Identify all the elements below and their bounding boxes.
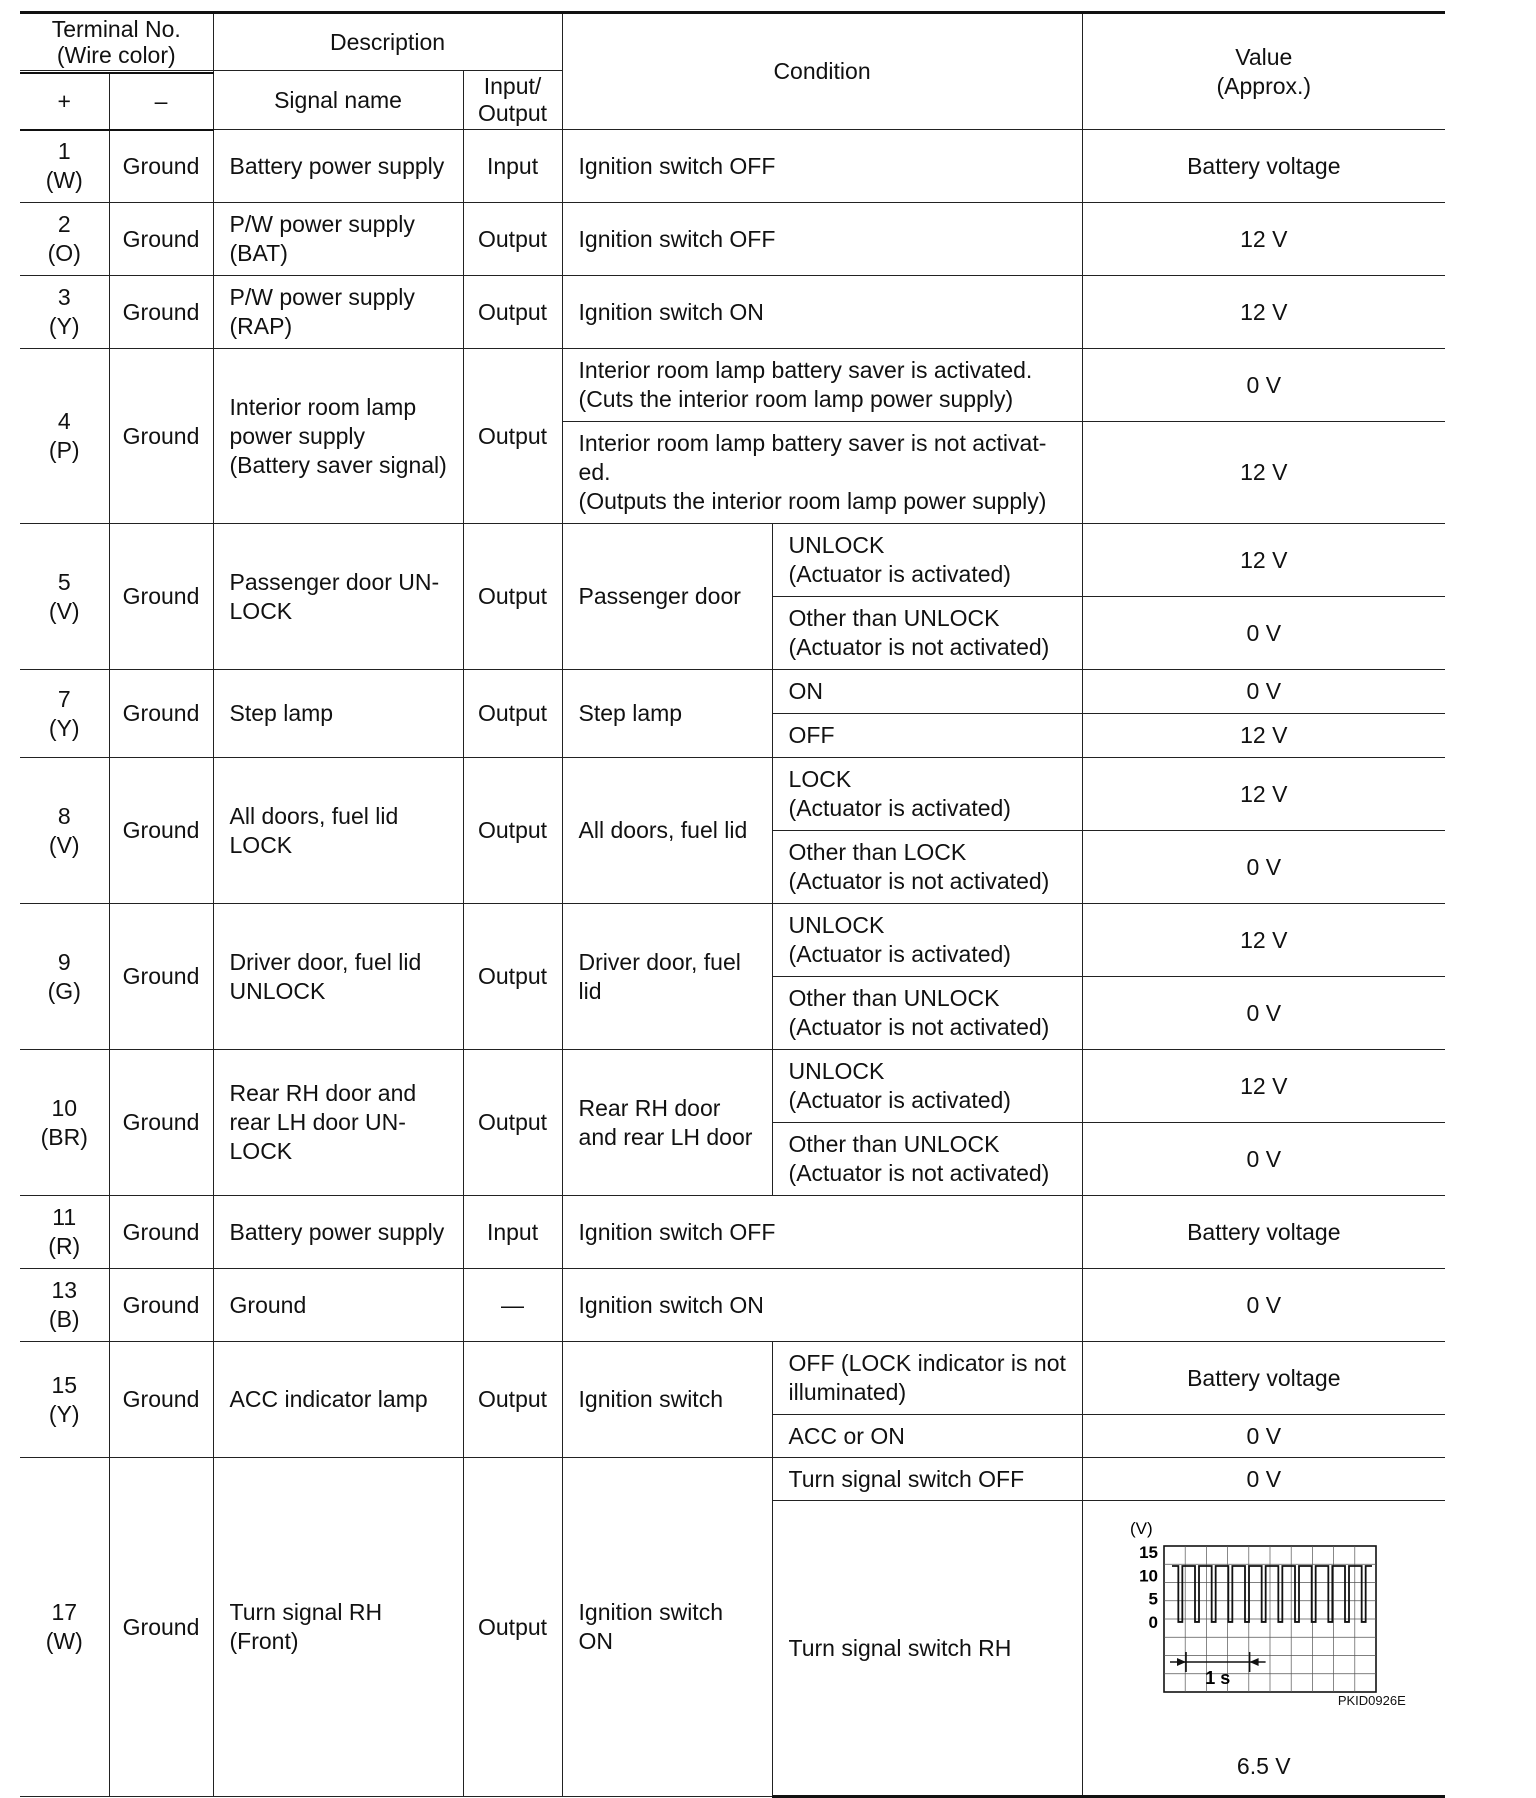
table-row xyxy=(20,524,1445,597)
sub-condition-cell xyxy=(772,1050,1082,1123)
condition-cell: Ignition switch OFF xyxy=(562,130,1082,203)
terminal-number: 17 xyxy=(51,1599,78,1625)
scale-arrow xyxy=(1177,1658,1186,1666)
value-cell: 12 V xyxy=(1082,422,1445,524)
signal-cell xyxy=(213,758,463,904)
terminal-cell xyxy=(20,130,109,203)
value-cell: 12 V xyxy=(1082,203,1445,276)
io-cell: Output xyxy=(463,1458,562,1797)
condition-cell: Ignition switch ON xyxy=(562,1269,1082,1342)
signal-cell: Ground xyxy=(213,1269,463,1342)
condition-line: Ignition switch xyxy=(578,1599,723,1625)
io-cell: Output xyxy=(463,1050,562,1196)
value-cell: 12 V xyxy=(1082,904,1445,977)
signal-cell: Battery power supply xyxy=(213,1196,463,1269)
terminal-no-label: Terminal No. xyxy=(51,16,181,42)
io-cell: Input xyxy=(463,1196,562,1269)
approx-label: (Approx.) xyxy=(1216,72,1312,99)
wire-color: (O) xyxy=(47,240,81,266)
condition-cell xyxy=(562,904,772,1050)
terminal-cell xyxy=(20,1342,109,1458)
signal-cell xyxy=(213,904,463,1050)
sub-condition-cell xyxy=(772,597,1082,670)
terminal-cell xyxy=(20,758,109,904)
signal-line: LOCK xyxy=(229,597,293,624)
sub-condition-cell: Turn signal switch RH xyxy=(772,1501,1082,1797)
condition-line: (Actuator is activated) xyxy=(788,1087,1011,1113)
time-scale-label: 1 s xyxy=(1205,1667,1231,1688)
value-cell: 0 V xyxy=(1082,831,1445,904)
io-cell: Output xyxy=(463,1342,562,1458)
wire-color: (BR) xyxy=(40,1123,88,1150)
wire-color: (V) xyxy=(48,831,80,858)
waveform-signal-trace xyxy=(1172,1565,1372,1621)
wire-color: (G) xyxy=(47,977,81,1004)
y-tick-label: 15 xyxy=(1138,1542,1158,1562)
condition-cell: Passenger door xyxy=(562,524,772,670)
signal-line: rear LH door UN- xyxy=(229,1109,406,1135)
condition-cell: Ignition switch OFF xyxy=(562,203,1082,276)
scale-arrow xyxy=(1249,1658,1258,1666)
value-header xyxy=(1082,13,1445,130)
table-row xyxy=(20,1196,1445,1269)
wire-color: (V) xyxy=(48,597,80,624)
signal-line: Rear RH door and xyxy=(229,1080,417,1106)
signal-line: P/W power supply xyxy=(229,284,415,310)
signal-cell xyxy=(213,1458,463,1797)
ground-cell: Ground xyxy=(109,349,213,524)
value-cell: 0 V xyxy=(1082,349,1445,422)
terminal-number: 13 xyxy=(51,1277,78,1303)
value-cell: 0 V xyxy=(1082,597,1445,670)
condition-line: (Actuator is not activated) xyxy=(788,1014,1050,1040)
terminal-no-header xyxy=(20,13,213,71)
wire-color: (R) xyxy=(48,1233,81,1259)
terminal-spec-table xyxy=(20,11,1445,1798)
signal-name-header: Signal name xyxy=(213,71,463,130)
plus-header: + xyxy=(20,73,109,130)
y-tick-label: 10 xyxy=(1138,1565,1158,1585)
ground-cell: Ground xyxy=(109,130,213,203)
signal-cell xyxy=(213,276,463,349)
input-output-header xyxy=(463,71,562,130)
wire-color: (W) xyxy=(45,167,83,194)
value-cell: Battery voltage xyxy=(1082,1342,1445,1415)
waveform-y-ticks xyxy=(1139,1543,1158,1632)
terminal-cell xyxy=(20,670,109,758)
io-cell: — xyxy=(463,1269,562,1342)
wire-color-label: (Wire color) xyxy=(56,42,176,68)
signal-line: Driver door, fuel lid xyxy=(229,948,422,975)
io-cell: Output xyxy=(463,203,562,276)
condition-line: UNLOCK xyxy=(788,912,885,938)
ground-cell: Ground xyxy=(109,1050,213,1196)
condition-line: (Actuator is not activated) xyxy=(788,868,1050,894)
signal-line: (BAT) xyxy=(229,240,288,266)
signal-line: (Front) xyxy=(229,1628,299,1654)
y-tick-label: 0 xyxy=(1148,1612,1158,1632)
table-row xyxy=(20,349,1445,422)
description-header: Description xyxy=(213,13,562,71)
terminal-cell xyxy=(20,203,109,276)
condition-cell: Ignition switch OFF xyxy=(562,1196,1082,1269)
condition-line: Other than UNLOCK xyxy=(788,1131,1000,1157)
signal-line: All doors, fuel lid xyxy=(229,802,399,829)
terminal-number: 15 xyxy=(51,1371,78,1398)
condition-line: (Actuator is not activated) xyxy=(788,634,1050,660)
condition-line: ON xyxy=(578,1628,614,1654)
wire-color: (Y) xyxy=(48,1400,80,1427)
terminal-cell xyxy=(20,349,109,524)
table-row xyxy=(20,670,1445,714)
condition-line: (Actuator is activated) xyxy=(788,795,1011,821)
io-cell: Output xyxy=(463,524,562,670)
table-row xyxy=(20,130,1445,203)
ground-cell: Ground xyxy=(109,758,213,904)
condition-line: illuminated) xyxy=(788,1379,907,1405)
waveform-value: 6.5 V xyxy=(1236,1752,1291,1779)
condition-cell: All doors, fuel lid xyxy=(562,758,772,904)
condition-line: OFF (LOCK indicator is not xyxy=(788,1350,1066,1376)
table-row xyxy=(20,1342,1445,1415)
y-tick-label: 5 xyxy=(1148,1589,1158,1609)
terminal-number: 2 xyxy=(57,211,71,237)
terminal-cell xyxy=(20,276,109,349)
value-cell: 12 V xyxy=(1082,276,1445,349)
condition-line: (Actuator is activated) xyxy=(788,941,1011,967)
ground-cell: Ground xyxy=(109,670,213,758)
signal-line: UNLOCK xyxy=(229,977,326,1004)
sub-condition-cell xyxy=(772,524,1082,597)
wire-color: (B) xyxy=(48,1306,80,1332)
signal-cell xyxy=(213,203,463,276)
condition-line: Other than UNLOCK xyxy=(788,605,1000,631)
condition-line: Other than UNLOCK xyxy=(788,985,1000,1011)
sub-condition-cell xyxy=(772,977,1082,1050)
condition-line: ed. xyxy=(578,459,611,485)
condition-cell xyxy=(562,1458,772,1797)
table-row xyxy=(20,276,1445,349)
condition-cell: Step lamp xyxy=(562,670,772,758)
value-cell: 0 V xyxy=(1082,977,1445,1050)
waveform-figure xyxy=(1114,1516,1414,1746)
io-cell: Output xyxy=(463,276,562,349)
value-cell: 0 V xyxy=(1082,1269,1445,1342)
wire-color: (Y) xyxy=(48,714,80,741)
turn-signal-waveform-chart xyxy=(1114,1516,1414,1716)
signal-line: LOCK xyxy=(229,1138,293,1164)
signal-line: Interior room lamp xyxy=(229,393,417,420)
condition-cell xyxy=(562,349,1082,422)
table-row xyxy=(20,1269,1445,1342)
terminal-cell xyxy=(20,524,109,670)
ground-cell: Ground xyxy=(109,1196,213,1269)
terminal-cell xyxy=(20,1196,109,1269)
signal-line: Passenger door UN- xyxy=(229,568,440,595)
io-cell: Output xyxy=(463,904,562,1050)
condition-line: Rear RH door xyxy=(578,1094,721,1121)
ground-cell: Ground xyxy=(109,203,213,276)
terminal-cell xyxy=(20,1458,109,1797)
condition-header: Condition xyxy=(562,13,1082,130)
condition-line: and rear LH door xyxy=(578,1123,753,1150)
terminal-number: 11 xyxy=(52,1204,77,1230)
minus-header: – xyxy=(109,73,213,130)
condition-line: Interior room lamp battery saver is activated. xyxy=(578,357,1033,383)
ground-cell: Ground xyxy=(109,904,213,1050)
wire-color: (Y) xyxy=(48,313,80,339)
table-row xyxy=(20,758,1445,831)
condition-line: (Actuator is activated) xyxy=(788,561,1011,587)
signal-cell: Battery power supply xyxy=(213,130,463,203)
condition-line: Other than LOCK xyxy=(788,839,967,865)
terminal-cell xyxy=(20,1269,109,1342)
condition-line: UNLOCK xyxy=(788,532,885,558)
input-output-label-2: Output xyxy=(478,100,548,126)
condition-cell xyxy=(562,1050,772,1196)
value-cell: 0 V xyxy=(1082,1123,1445,1196)
condition-line: (Cuts the interior room lamp power supply) xyxy=(578,386,1014,412)
condition-line: lid xyxy=(578,977,602,1004)
ground-cell: Ground xyxy=(109,276,213,349)
condition-line: (Actuator is not activated) xyxy=(788,1160,1050,1186)
condition-line: LOCK xyxy=(788,766,852,792)
sub-condition-cell: OFF xyxy=(772,714,1082,758)
value-cell: Battery voltage xyxy=(1082,130,1445,203)
terminal-number: 9 xyxy=(57,948,71,975)
value-label: Value xyxy=(1235,43,1293,70)
figure-code: PKID0926E xyxy=(1337,1692,1406,1708)
signal-line: power supply xyxy=(229,422,366,449)
condition-cell: Ignition switch xyxy=(562,1342,772,1458)
ground-cell: Ground xyxy=(109,524,213,670)
terminal-cell xyxy=(20,904,109,1050)
value-cell: 12 V xyxy=(1082,1050,1445,1123)
value-cell: 0 V xyxy=(1082,670,1445,714)
signal-cell xyxy=(213,1050,463,1196)
condition-cell: Ignition switch ON xyxy=(562,276,1082,349)
waveform-value-cell xyxy=(1082,1501,1445,1797)
value-cell: 0 V xyxy=(1082,1415,1445,1458)
condition-line: UNLOCK xyxy=(788,1058,885,1084)
table-row xyxy=(20,904,1445,977)
signal-cell xyxy=(213,524,463,670)
table-row xyxy=(20,1458,1445,1501)
signal-cell: Step lamp xyxy=(213,670,463,758)
io-cell: Output xyxy=(463,349,562,524)
sub-condition-cell: ACC or ON xyxy=(772,1415,1082,1458)
ground-cell: Ground xyxy=(109,1458,213,1797)
value-cell: 12 V xyxy=(1082,758,1445,831)
waveform-unit-label: (V) xyxy=(1129,1518,1153,1538)
ground-cell: Ground xyxy=(109,1342,213,1458)
ground-cell: Ground xyxy=(109,1269,213,1342)
sub-condition-cell: ON xyxy=(772,670,1082,714)
condition-line: Driver door, fuel xyxy=(578,948,741,975)
signal-line: Turn signal RH xyxy=(229,1599,383,1625)
value-cell: 12 V xyxy=(1082,714,1445,758)
terminal-number: 8 xyxy=(57,802,71,829)
wire-color: (P) xyxy=(48,437,80,463)
terminal-number: 1 xyxy=(57,138,71,165)
wire-color: (W) xyxy=(45,1628,83,1654)
terminal-number: 7 xyxy=(57,685,71,712)
waveform-time-scale xyxy=(1170,1652,1266,1688)
signal-line: (RAP) xyxy=(229,313,293,339)
table-row xyxy=(20,1050,1445,1123)
terminal-number: 3 xyxy=(57,284,71,310)
signal-line: LOCK xyxy=(229,831,293,858)
io-cell: Output xyxy=(463,670,562,758)
sub-condition-cell xyxy=(772,1123,1082,1196)
io-cell: Input xyxy=(463,130,562,203)
table-row xyxy=(20,203,1445,276)
signal-line: P/W power supply xyxy=(229,211,415,237)
sub-condition-cell xyxy=(772,1342,1082,1415)
terminal-cell xyxy=(20,1050,109,1196)
condition-cell xyxy=(562,422,1082,524)
terminal-number: 4 xyxy=(57,408,71,434)
terminal-number: 5 xyxy=(57,568,71,595)
value-cell: Battery voltage xyxy=(1082,1196,1445,1269)
value-cell: 0 V xyxy=(1082,1458,1445,1501)
signal-cell xyxy=(213,349,463,524)
sub-condition-cell xyxy=(772,758,1082,831)
sub-condition-cell xyxy=(772,904,1082,977)
condition-line: Interior room lamp battery saver is not activat- xyxy=(578,430,1047,456)
sub-condition-cell: Turn signal switch OFF xyxy=(772,1458,1082,1501)
value-cell: 12 V xyxy=(1082,524,1445,597)
sub-condition-cell xyxy=(772,831,1082,904)
io-cell: Output xyxy=(463,758,562,904)
signal-cell: ACC indicator lamp xyxy=(213,1342,463,1458)
signal-line: (Battery saver signal) xyxy=(229,451,447,478)
terminal-number: 10 xyxy=(51,1094,78,1121)
condition-line: (Outputs the interior room lamp power supply) xyxy=(578,488,1047,514)
input-output-label-1: Input/ xyxy=(483,73,542,99)
